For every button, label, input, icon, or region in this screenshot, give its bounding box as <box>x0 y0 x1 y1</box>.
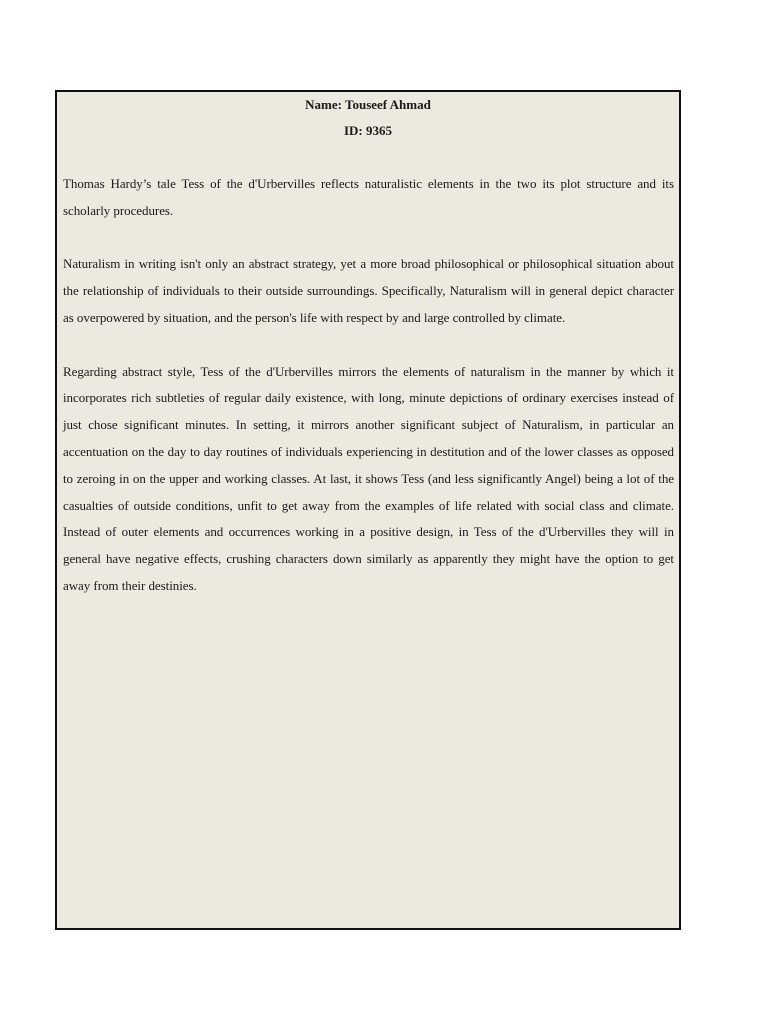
author-name: Name: Touseef Ahmad <box>305 97 431 112</box>
document-page <box>55 90 681 930</box>
author-id: ID: 9365 <box>343 123 393 138</box>
paragraph-naturalism: Naturalism in writing isn't only an abstract strategy, yet a more broad philosophical or philosophical situation about the relationship of individuals to their outside surroundings. Specifically, Naturalism will in general depict character as overpowered by situation, and the person's life with respect by and large controlled by climate. <box>63 256 674 325</box>
paragraph-intro: Thomas Hardy’s tale Tess of the d'Urbervilles reflects naturalistic elements in the two its plot structure and its scholarly procedures. <box>63 176 674 218</box>
document-body <box>63 171 674 627</box>
paragraph-style: Regarding abstract style, Tess of the d'Urbervilles mirrors the elements of naturalism in the manner by which it incorporates rich subtleties of regular daily existence, with long, minute depictions of ordinary exercises instead of just chose significant minutes. In setting, it mirrors another significant subject of Naturalism, in particular an accentuation on the day to day routines of individuals experiencing in destitution and of the lower classes as opposed to zeroing in on the upper and working classes. At last, it shows Tess (and less significantly Angel) being a lot of the casualties of outside conditions, unfit to get away from the examples of life related with social class and climate. Instead of outer elements and occurrences working in a positive design, in Tess of the d'Urbervilles they will in general have negative effects, crushing characters down similarly as apparently they might have the option to get away from their destinies. <box>63 363 674 593</box>
